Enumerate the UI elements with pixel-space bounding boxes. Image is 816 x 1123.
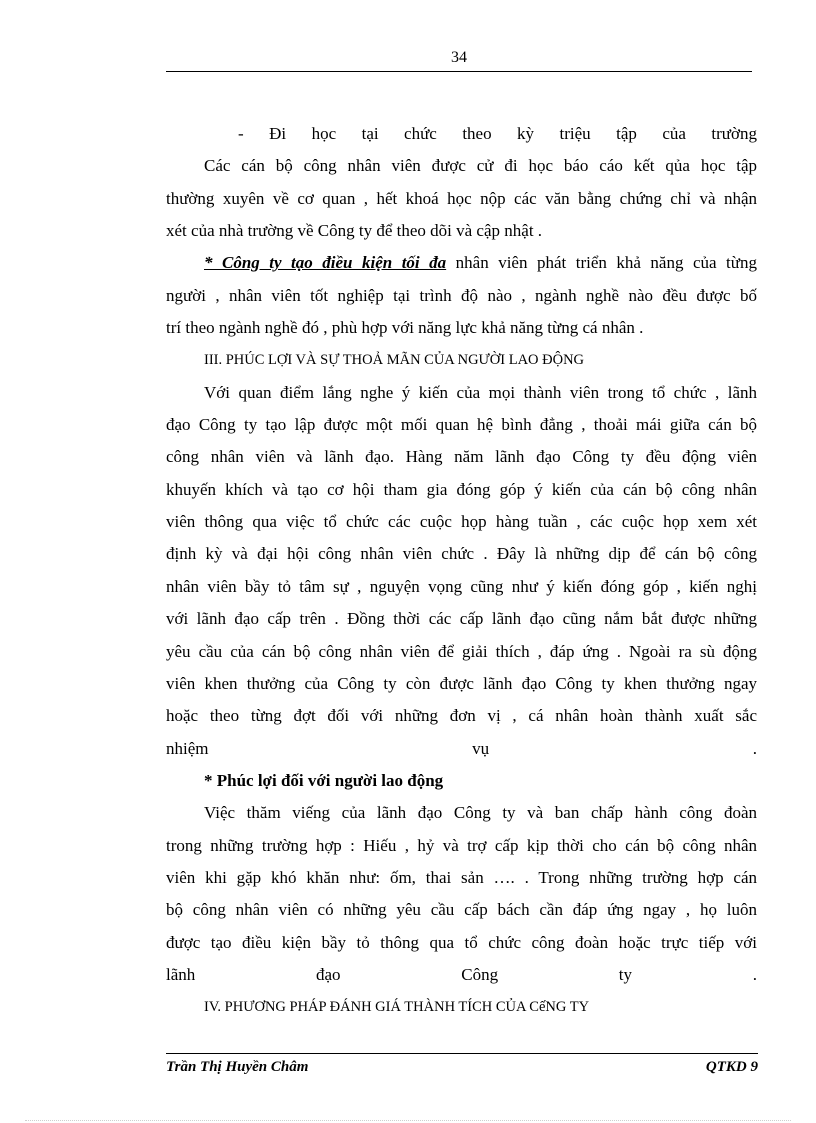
paragraph-line: công nhân viên và lãnh đạo. Hàng năm lãnh đạo Công ty đều động viên <box>166 447 757 467</box>
emphasis-text: * Công ty tạo điều kiện tối đa <box>204 253 447 273</box>
paragraph-line: xét của nhà trường về Công ty để theo dõi và cập nhật . <box>166 221 543 241</box>
paragraph-line: được tạo điều kiện bầy tỏ thông qua tổ chức công đoàn hoặc trực tiếp với <box>166 932 757 952</box>
section-heading: III. PHÚC LỢI VÀ SỰ THOẢ MÃN CỦA NGƯỜI LAO ĐỘNG <box>204 352 585 369</box>
paragraph-line: bộ công nhân viên có những yêu cầu cấp bách cần đáp ứng ngay , họ luôn <box>166 900 757 920</box>
paragraph-line: trí theo ngành nghề đó , phù hợp với năng lực khả năng từng cá nhân . <box>166 318 644 338</box>
paragraph-line: Với quan điểm lắng nghe ý kiến của mọi thành viên trong tổ chức , lãnh <box>204 382 757 402</box>
subsection-heading: * Phúc lợi đối với người lao động <box>204 770 444 790</box>
paragraph-line <box>166 247 757 279</box>
paragraph-line: lãnh đạo Công ty . <box>166 964 757 984</box>
paragraph-text: nhân viên phát triển khả năng của từng <box>446 253 757 273</box>
paragraph-line: Việc thăm viếng của lãnh đạo Công ty và ban chấp hành công đoàn <box>204 803 757 823</box>
section-heading: IV. PHƯƠNG PHÁP ĐÁNH GIÁ THÀNH TÍCH CỦA CếNG TY <box>204 999 590 1016</box>
page-edge-dots <box>25 1120 791 1121</box>
paragraph-line: yêu cầu của cán bộ công nhân viên để giải thích , đáp ứng . Ngoài ra sù động <box>166 641 757 661</box>
paragraph-line: khuyến khích và tạo cơ hội tham gia đóng góp ý kiến của cán bộ công nhân <box>166 479 757 499</box>
paragraph-line: hoặc theo từng đợt đối với những đơn vị , cá nhân hoàn thành xuất sắc <box>166 706 757 726</box>
footer-author: Trần Thị Huyền Châm <box>166 1059 309 1075</box>
footer-rule <box>166 1053 758 1054</box>
paragraph-line: định kỳ và đại hội công nhân viên chức . Đây là những dịp để cán bộ công <box>166 544 757 564</box>
header-rule <box>166 71 752 72</box>
paragraph-line: nhân viên bầy tỏ tâm sự , nguyện vọng cũng như ý kiến đóng góp , kiến nghị <box>166 576 757 596</box>
paragraph-line: nhiệm vụ . <box>166 738 757 758</box>
paragraph-line: Các cán bộ công nhân viên được cử đi học báo cáo kết qủa học tập <box>204 156 757 176</box>
paragraph-line: - Đi học tại chức theo kỳ triệu tập của trường <box>238 124 757 143</box>
paragraph-line: trong những trường hợp : Hiếu , hỷ và trợ cấp kịp thời cho cán bộ công nhân <box>166 835 757 855</box>
paragraph-line: với lãnh đạo cấp trên . Đồng thời các cấp lãnh đạo cũng nắm bắt được những <box>166 609 757 629</box>
footer-class-code: QTKD 9 <box>705 1059 758 1075</box>
page-number: 34 <box>451 49 467 66</box>
paragraph-line: đạo Công ty tạo lập được một mối quan hệ bình đẳng , thoải mái giữa cán bộ <box>166 415 757 435</box>
paragraph-line: viên khi gặp khó khăn như: ốm, thai sản …. . Trong những trường hợp cán <box>166 867 757 887</box>
paragraph-line: viên khen thưởng của Công ty còn được lãnh đạo Công ty khen thưởng ngay <box>166 673 757 693</box>
paragraph-line: người , nhân viên tốt nghiệp tại trình độ nào , ngành nghề nào đều được bố <box>166 285 757 305</box>
paragraph-line: thường xuyên về cơ quan , hết khoá học nộp các văn bằng chứng chỉ và nhận <box>166 188 757 208</box>
paragraph-line: viên thông qua việc tổ chức các cuộc họp hàng tuần , các cuộc họp xem xét <box>166 512 757 532</box>
document-body <box>166 118 757 1024</box>
